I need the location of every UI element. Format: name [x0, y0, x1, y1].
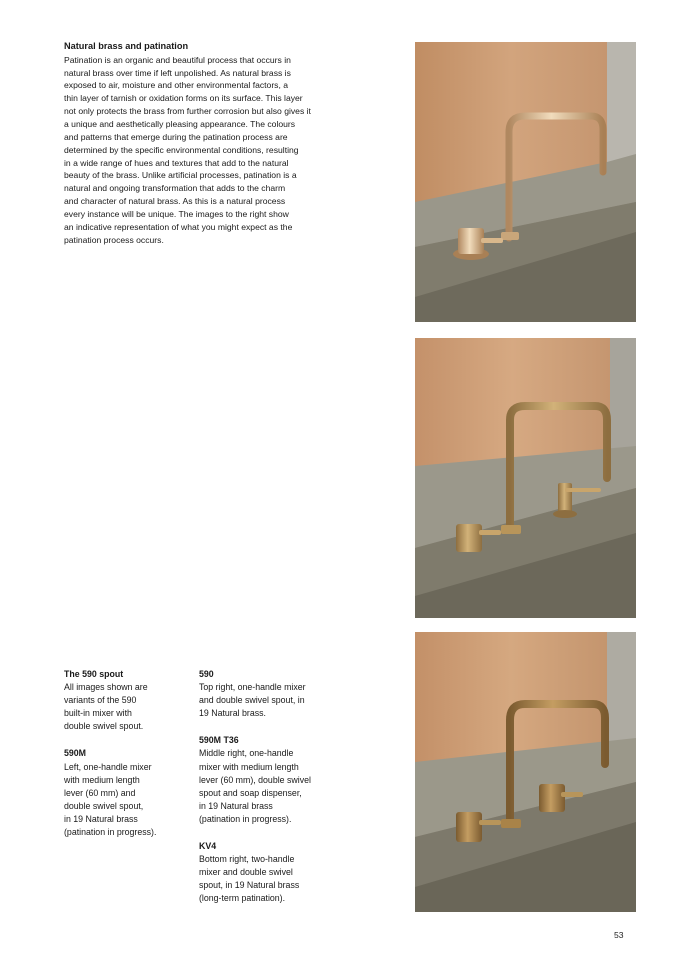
photo-kv4-long-term — [415, 632, 636, 912]
caption-line: mixer and double swivel — [199, 867, 293, 878]
caption-title: 590M — [64, 748, 87, 759]
intro-line: not only protects the brass from further corrosion but also gives it — [64, 106, 311, 117]
caption-line: (long-term patination). — [199, 893, 286, 904]
intro-line: natural and ongoing transformation that adds to the charm — [64, 183, 286, 194]
page-number: 53 — [614, 930, 624, 940]
caption-title: 590M T36 — [199, 735, 239, 746]
intro-section — [64, 40, 326, 246]
intro-line: natural brass over time if left unpolished. As natural brass is — [64, 67, 291, 78]
intro-line: determined by the specific environmental conditions, resulting — [64, 144, 299, 155]
caption-line: in 19 Natural brass — [199, 800, 273, 811]
intro-line: beauty of the brass. Unlike artificial processes, patination is a — [64, 170, 297, 181]
caption-590m-t36 — [199, 734, 327, 826]
caption-line: All images shown are — [64, 682, 148, 693]
intro-line: Patination is an organic and beautiful process that occurs in — [64, 54, 291, 65]
intro-line: a unique and aesthetically pleasing appearance. The colours — [64, 119, 296, 130]
intro-body — [64, 54, 326, 247]
caption-line: 19 Natural brass. — [199, 708, 266, 719]
caption-line: with medium length — [64, 774, 140, 785]
caption-line: built-in mixer with — [64, 708, 132, 719]
photo-590-polished — [415, 42, 636, 322]
caption-kv4 — [199, 840, 327, 905]
caption-line: spout and soap dispenser, — [199, 787, 302, 798]
caption-body — [64, 681, 176, 733]
caption-column-left — [64, 668, 176, 853]
intro-line: an indicative representation of what you might expect as the — [64, 221, 293, 232]
intro-line: every instance will be unique. The images to the right show — [64, 208, 289, 219]
intro-line: in a wide range of hues and textures that add to the natural — [64, 157, 289, 168]
intro-line: exposed to air, moisture and other environmental factors, a — [64, 80, 289, 91]
caption-column-right — [199, 668, 327, 920]
caption-line: variants of the 590 — [64, 695, 137, 706]
caption-body — [199, 681, 327, 720]
caption-line: mixer with medium length — [199, 761, 299, 772]
caption-body — [199, 747, 327, 826]
caption-line: Left, one-handle mixer — [64, 761, 152, 772]
caption-590 — [199, 668, 327, 720]
caption-title: KV4 — [199, 841, 217, 852]
caption-line: lever (60 mm) and — [64, 787, 136, 798]
caption-line: Middle right, one-handle — [199, 748, 294, 759]
photo-590m-t36-patina — [415, 338, 636, 618]
caption-line: (patination in progress). — [64, 827, 157, 838]
caption-590-spout — [64, 668, 176, 733]
caption-title: 590 — [199, 669, 214, 679]
caption-title: The 590 spout — [64, 669, 124, 679]
caption-line: double swivel spout. — [64, 721, 144, 732]
caption-line: in 19 Natural brass — [64, 813, 138, 824]
intro-line: thin layer of tarnish or oxidation forms on its surface. This layer — [64, 93, 303, 104]
caption-line: Top right, one-handle mixer — [199, 682, 306, 693]
intro-line: patination process occurs. — [64, 234, 164, 245]
caption-line: (patination in progress). — [199, 813, 292, 824]
caption-590m — [64, 747, 176, 839]
intro-line: and character of natural brass. As this is a natural process — [64, 196, 286, 207]
intro-line: and patterns that emerge during the patination process are — [64, 131, 288, 142]
caption-body — [64, 761, 176, 840]
caption-body — [199, 853, 327, 905]
caption-line: and double swivel spout, in — [199, 695, 305, 706]
caption-line: double swivel spout, — [64, 800, 144, 811]
caption-line: spout, in 19 Natural brass — [199, 880, 300, 891]
caption-line: Bottom right, two-handle — [199, 854, 295, 865]
caption-line: lever (60 mm), double swivel — [199, 774, 311, 785]
intro-title: Natural brass and patination — [64, 41, 189, 51]
